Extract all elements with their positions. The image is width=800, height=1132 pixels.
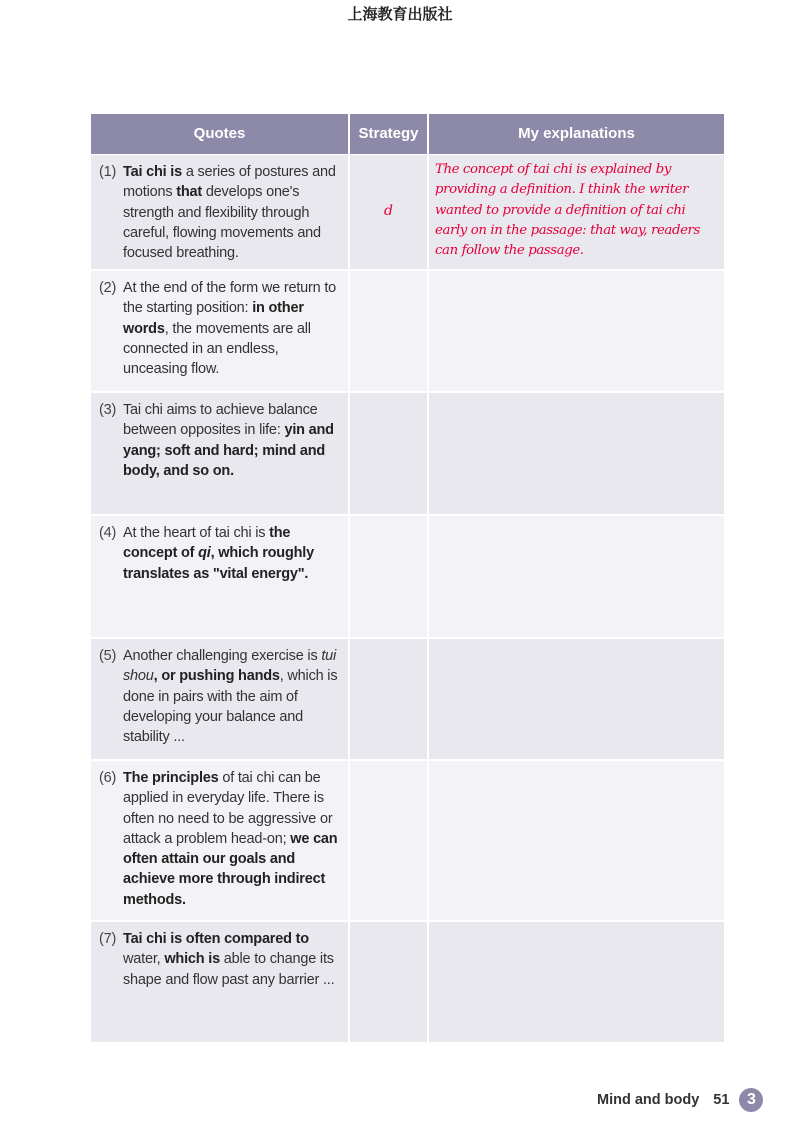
quote-segment: yin and yang; soft and hard; mind and body, and so on. xyxy=(123,422,334,479)
quote-segment: of tai chi can be applied in everyday life. There is often no need to be aggressive or attack a problem head-on; xyxy=(123,770,333,847)
strategy-cell[interactable] xyxy=(350,922,427,1042)
quote-segment: we can often attain our goals and achieve more through indirect methods. xyxy=(123,830,338,908)
quote-cell xyxy=(91,639,348,759)
quote-text xyxy=(123,523,340,637)
quote-number: (2) xyxy=(99,280,117,296)
quote-segment: , the movements are all connected in an endless, unceasing flow. xyxy=(123,320,311,378)
quote-cell xyxy=(91,393,348,514)
quote-text xyxy=(123,400,340,514)
chapter-badge: 3 xyxy=(739,1088,763,1112)
quote-text xyxy=(123,768,340,920)
quote-number: (3) xyxy=(99,402,117,418)
quote-text xyxy=(123,929,340,1042)
quote-number: (5) xyxy=(99,648,117,664)
strategy-cell[interactable]: d xyxy=(350,155,427,269)
quote-cell xyxy=(91,155,348,269)
quote-segment: which is xyxy=(164,951,220,968)
quote-cell xyxy=(91,516,348,637)
explanation-cell[interactable]: The concept of tai chi is explained by providing a definition. I think the writer wanted to provide a definition of tai chi early on in the passage: that way, readers can follow the passage. xyxy=(429,155,724,269)
strategy-cell[interactable] xyxy=(350,639,427,759)
quote-segment: , which is done in pairs with the aim of developing your balance and stability ... xyxy=(123,668,338,746)
header-explanations: My explanations xyxy=(429,114,724,154)
publisher-name: 上海教育出版社 xyxy=(347,5,453,23)
explanation-cell[interactable] xyxy=(429,922,724,1042)
quote-cell xyxy=(91,922,348,1042)
explanation-cell[interactable] xyxy=(429,516,724,637)
quote-segment: At the heart of tai chi is xyxy=(123,525,270,541)
explanation-cell[interactable] xyxy=(429,271,724,391)
quote-segment: , which roughly translates as "vital energy". xyxy=(123,545,314,582)
quote-text xyxy=(123,646,340,759)
strategy-cell[interactable] xyxy=(350,761,427,920)
quote-number: (7) xyxy=(99,931,117,947)
quote-segment: , or pushing hands xyxy=(153,668,280,685)
explanation-cell[interactable] xyxy=(429,761,724,920)
quote-cell xyxy=(91,761,348,920)
quote-number: (6) xyxy=(99,770,117,786)
header-quotes: Quotes xyxy=(91,114,348,154)
strategy-cell[interactable] xyxy=(350,393,427,514)
quote-segment: in other words xyxy=(123,300,304,337)
quote-segment: able to change its shape and flow past any barrier ... xyxy=(123,951,335,988)
page-footer xyxy=(597,1088,763,1112)
quote-segment: a series of postures and motions xyxy=(123,164,336,201)
quote-segment: water, xyxy=(123,951,165,968)
quotes-strategy-table xyxy=(91,114,724,1044)
quote-segment: that xyxy=(176,184,202,201)
quote-segment: qi xyxy=(198,545,211,562)
quote-segment: the concept of xyxy=(123,525,291,562)
strategy-cell[interactable] xyxy=(350,271,427,391)
quote-segment: At the end of the form we return to the starting position: xyxy=(123,280,337,317)
quote-segment: The principles xyxy=(123,770,219,786)
quote-number: (1) xyxy=(99,164,117,180)
quote-cell xyxy=(91,271,348,391)
quote-segment: Tai chi aims to achieve balance between opposites in life: xyxy=(123,402,318,439)
quote-number: (4) xyxy=(99,525,117,541)
quote-text xyxy=(123,162,340,269)
explanation-cell[interactable] xyxy=(429,393,724,514)
quote-segment: Tai chi is xyxy=(123,164,182,180)
explanation-cell[interactable] xyxy=(429,639,724,759)
quote-segment: Tai chi is often compared to xyxy=(123,931,309,947)
strategy-cell[interactable] xyxy=(350,516,427,637)
page-number: 51 xyxy=(713,1092,730,1108)
section-title: Mind and body xyxy=(597,1092,700,1108)
quote-text xyxy=(123,278,340,391)
header-strategy: Strategy xyxy=(350,114,427,154)
quote-segment: Another challenging exercise is xyxy=(123,648,322,664)
quote-segment: develops one's strength and flexibility through careful, flowing movements and focused breathing. xyxy=(123,184,321,262)
quote-segment: tui shou xyxy=(123,648,337,685)
